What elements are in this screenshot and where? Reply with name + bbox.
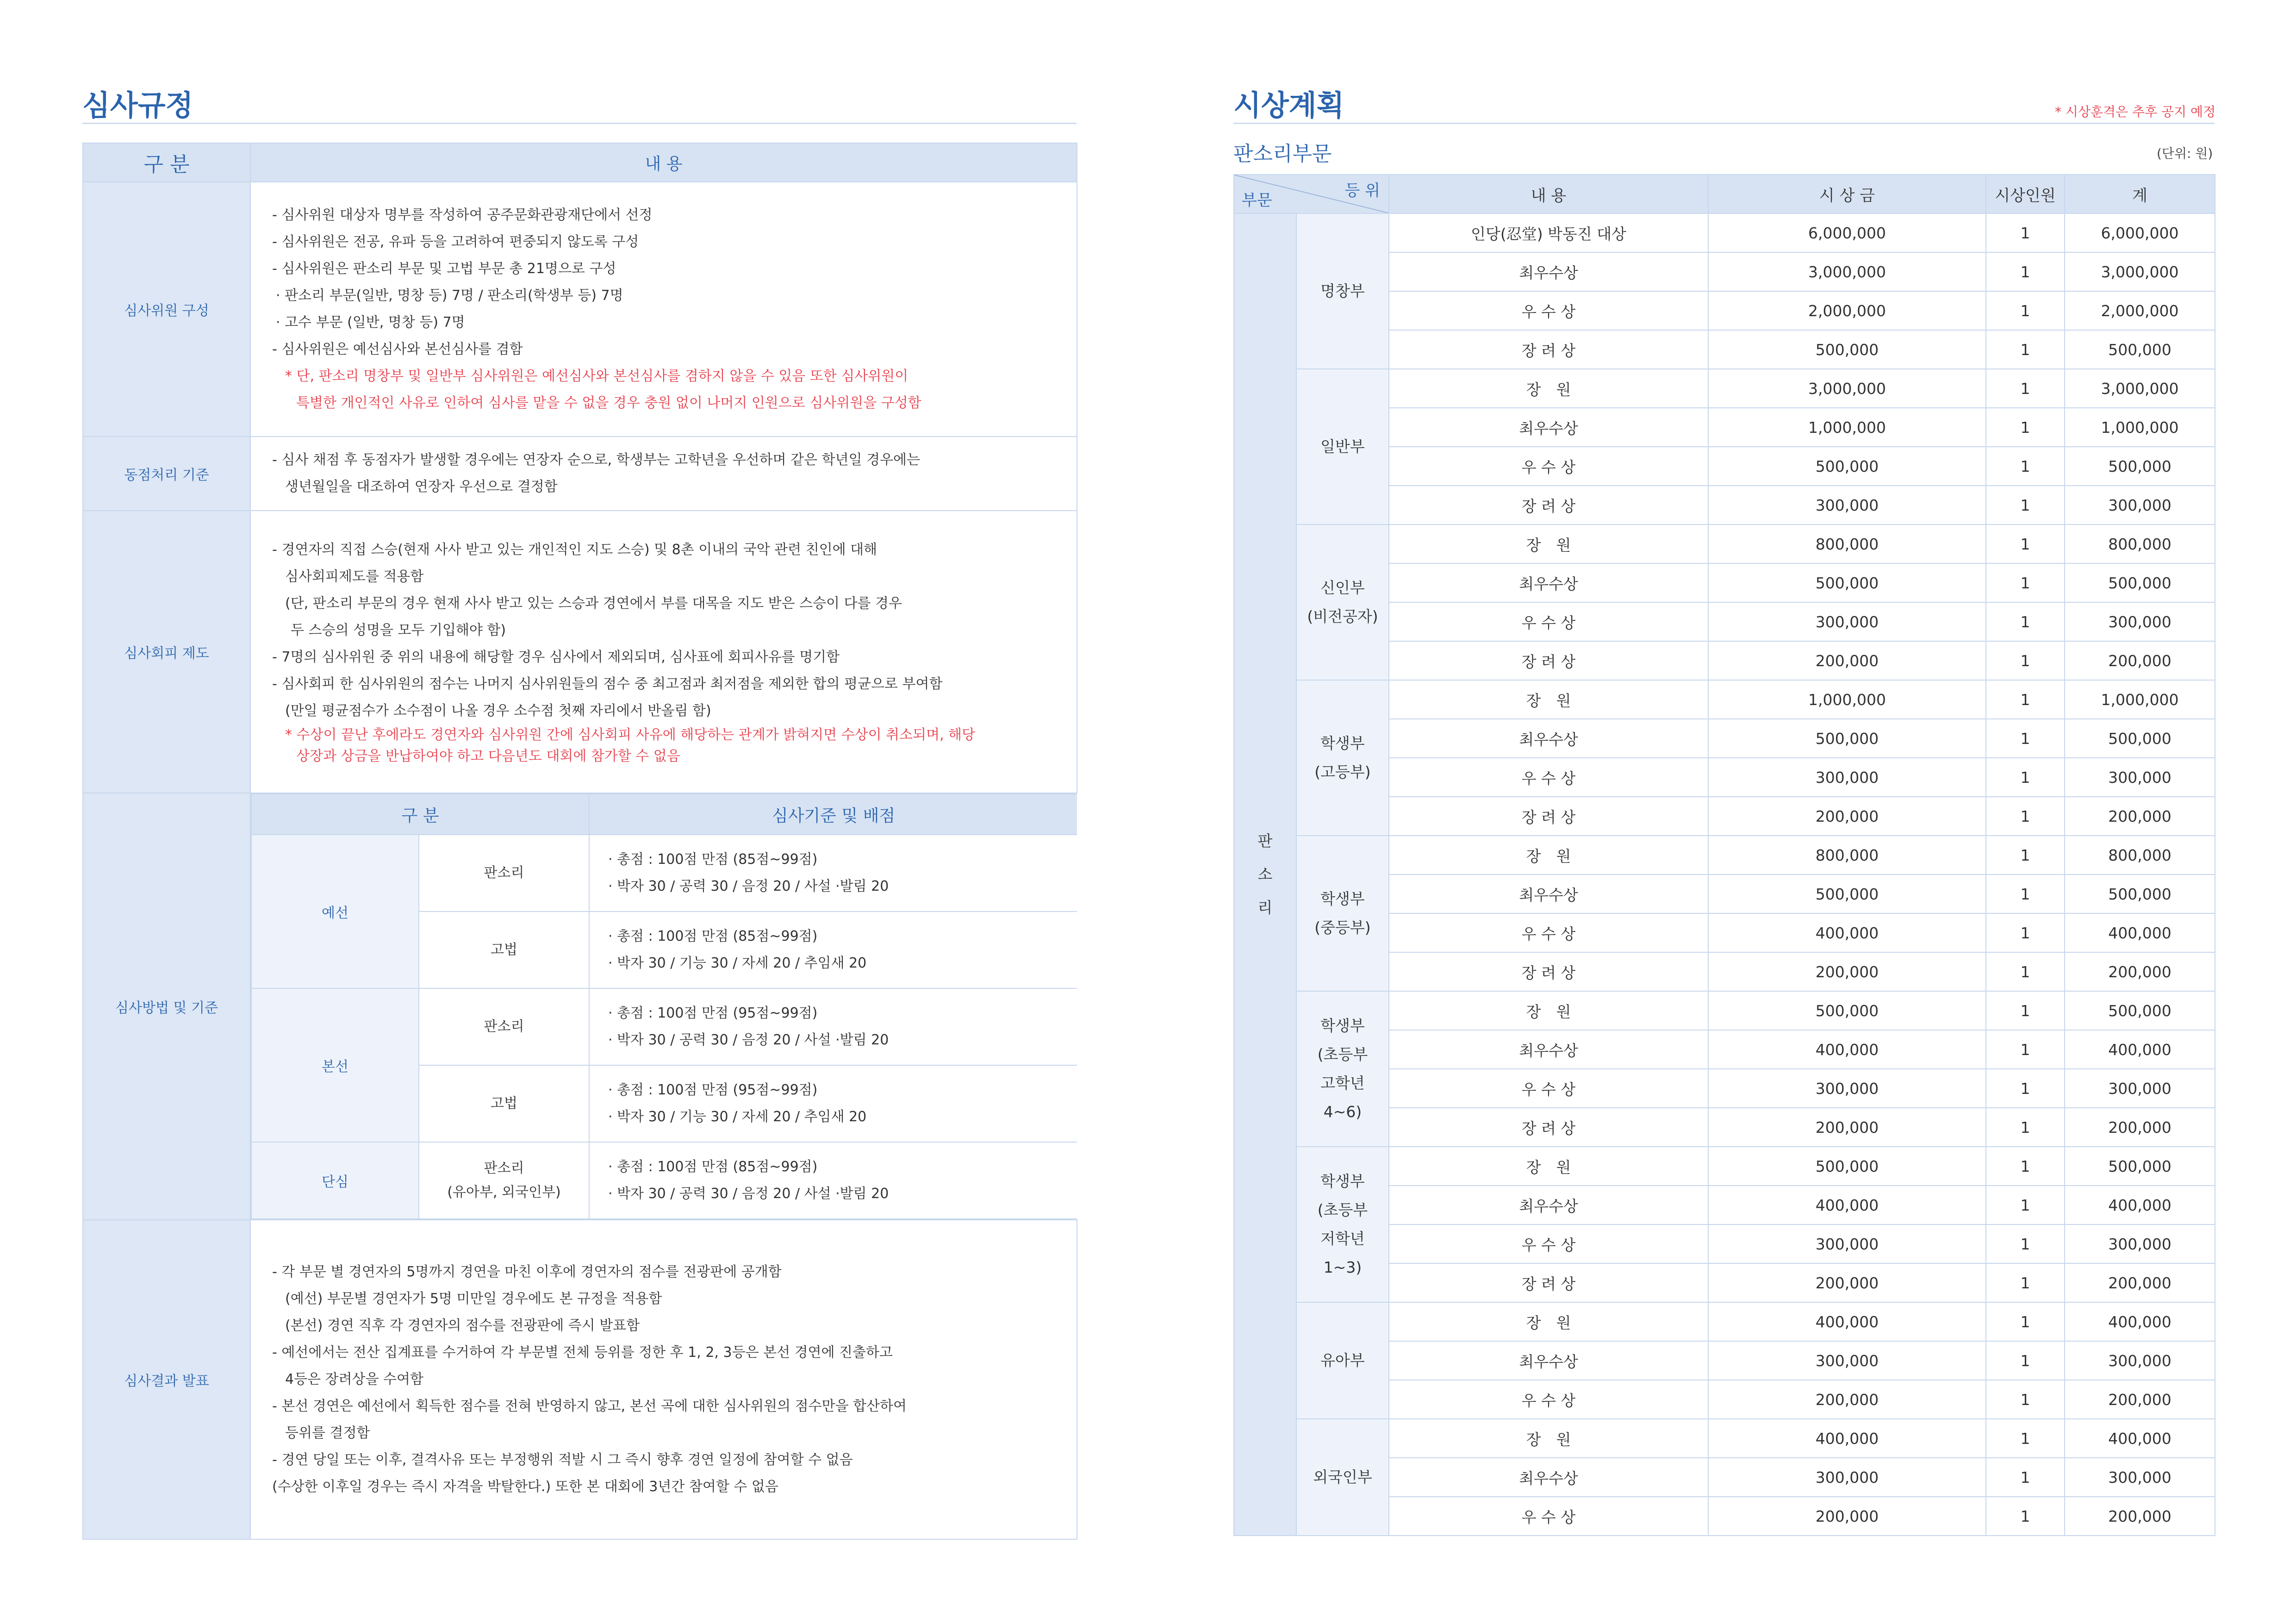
header-category: 구 분	[83, 143, 250, 182]
row-composition	[83, 182, 1077, 437]
criteria-line: · 박자 30 / 기능 30 / 자세 20 / 추임새 20	[608, 1109, 867, 1125]
review-rules-table	[82, 143, 1077, 1540]
award-name: 장 원	[1389, 525, 1708, 563]
result-line: - 본선 경연은 예선에서 획득한 점수를 전혀 반영하지 않고, 본선 곡에 대한 심사위원의 점수만을 합산하여	[272, 1398, 907, 1414]
award-total: 400,000	[2065, 1186, 2215, 1224]
award-row	[1234, 836, 2215, 874]
avoid-line: (단, 판소리 부문의 경우 현재 사사 받고 있는 스승과 경연에서 부를 대목을 지도 받은 스승이 다를 경우	[285, 595, 902, 612]
criteria-cell	[589, 835, 1077, 912]
avoid-note: * 수상이 끝난 후에라도 경연자와 심사위원 간에 심사회피 사유에 해당하는 관계가 밝혀지면 수상이 취소되며, 해당	[285, 727, 976, 743]
composition-note: * 단, 판소리 명창부 및 일반부 심사위원은 예선심사와 본선심사를 겸하지 않을 수 있음 또한 심사위원이	[285, 368, 908, 384]
award-count: 1	[1986, 1186, 2065, 1224]
award-name: 우 수 상	[1389, 602, 1708, 641]
division-label	[1296, 836, 1389, 991]
division-label	[1296, 1147, 1389, 1302]
award-total: 200,000	[2065, 1497, 2215, 1536]
composition-line: · 고수 부문 (일반, 명창 등) 7명	[276, 314, 465, 331]
award-count: 1	[1986, 1380, 2065, 1419]
award-count: 1	[1986, 1147, 2065, 1186]
award-total: 200,000	[2065, 641, 2215, 680]
award-total: 400,000	[2065, 1030, 2215, 1069]
award-name: 장 원	[1389, 1147, 1708, 1186]
stage-line: (유아부, 외국인부)	[447, 1184, 561, 1200]
prize-amount: 300,000	[1708, 1224, 1986, 1263]
award-count: 1	[1986, 369, 2065, 408]
award-count: 1	[1986, 836, 2065, 874]
award-total: 3,000,000	[2065, 252, 2215, 291]
prize-amount: 500,000	[1708, 874, 1986, 913]
prize-amount: 500,000	[1708, 447, 1986, 486]
award-total: 200,000	[2065, 1263, 2215, 1302]
division-line: 외국인부	[1313, 1468, 1372, 1486]
result-label: 심사결과 발표	[83, 1220, 250, 1539]
award-name: 최우수상	[1389, 1341, 1708, 1380]
left-title-rule	[82, 123, 1076, 124]
division-line: 1~3)	[1323, 1258, 1362, 1276]
prize-amount: 300,000	[1708, 1341, 1986, 1380]
award-count: 1	[1986, 1302, 2065, 1341]
award-count: 1	[1986, 1419, 2065, 1458]
division-line: 일반부	[1320, 437, 1365, 456]
award-name: 장 원	[1389, 369, 1708, 408]
award-row	[1234, 525, 2215, 563]
stage-line: 판소리	[484, 1160, 524, 1176]
category-char: 판	[1257, 832, 1273, 850]
award-count: 1	[1986, 1108, 2065, 1147]
award-name: 장 려 상	[1389, 330, 1708, 369]
award-name: 장 원	[1389, 1302, 1708, 1341]
award-total: 500,000	[2065, 447, 2215, 486]
prize-amount: 300,000	[1708, 486, 1986, 525]
result-line: - 각 부문 별 경연자의 5명까지 경연을 마친 이후에 경연자의 점수를 전광판에 공개함	[272, 1264, 782, 1280]
award-total: 500,000	[2065, 874, 2215, 913]
award-count: 1	[1986, 330, 2065, 369]
composition-line: - 심사위원 대상자 명부를 작성하여 공주문화관광재단에서 선정	[272, 207, 653, 223]
award-count: 1	[1986, 252, 2065, 291]
award-count: 1	[1986, 1341, 2065, 1380]
prize-amount: 6,000,000	[1708, 213, 1986, 252]
award-name: 장 원	[1389, 991, 1708, 1030]
criteria-line: · 박자 30 / 공력 30 / 음정 20 / 사설 ·발림 20	[608, 1186, 889, 1202]
right-title-rule	[1233, 123, 2215, 124]
award-count: 1	[1986, 525, 2065, 563]
prize-amount: 1,000,000	[1708, 680, 1986, 719]
row-avoid	[83, 511, 1077, 793]
tie-content	[250, 437, 1077, 511]
criteria-cell	[589, 1065, 1077, 1142]
division-label	[1296, 1302, 1389, 1419]
award-total: 300,000	[2065, 1069, 2215, 1108]
criteria-cell	[589, 988, 1077, 1065]
category-pansori	[1234, 213, 1296, 1536]
division-line: 저학년	[1320, 1230, 1365, 1248]
unit-label: (단위: 원)	[2157, 146, 2213, 161]
award-total: 1,000,000	[2065, 408, 2215, 447]
award-count: 1	[1986, 991, 2065, 1030]
award-name: 장 려 상	[1389, 1108, 1708, 1147]
prize-amount: 200,000	[1708, 1497, 1986, 1536]
award-total: 3,000,000	[2065, 369, 2215, 408]
avoid-line: - 7명의 심사위원 중 위의 내용에 해당할 경우 심사에서 제외되며, 심사표에 회피사유를 명기함	[272, 649, 840, 665]
award-total: 800,000	[2065, 525, 2215, 563]
stage-label	[419, 1142, 589, 1219]
method-header-category: 구 분	[251, 794, 589, 835]
award-row	[1234, 369, 2215, 408]
phase-single: 단심	[251, 1142, 419, 1219]
composition-label: 심사위원 구성	[83, 182, 250, 437]
division-label	[1296, 369, 1389, 525]
prize-amount: 200,000	[1708, 797, 1986, 836]
avoid-note: 상장과 상금을 반납하여야 하고 다음년도 대회에 참가할 수 없음	[296, 748, 680, 764]
criteria-line: · 총점 : 100점 만점 (95점~99점)	[608, 1082, 818, 1098]
row-tie	[83, 437, 1077, 511]
count-header: 시상인원	[1986, 175, 2065, 213]
result-line: (수상한 이후일 경우는 즉시 자격을 박탈한다.) 또한 본 대회에 3년간 참여할 수 없음	[272, 1479, 778, 1495]
prize-amount: 300,000	[1708, 1069, 1986, 1108]
division-line: 학생부	[1320, 1017, 1365, 1035]
criteria-line: · 총점 : 100점 만점 (85점~99점)	[608, 851, 818, 868]
criteria-cell	[589, 912, 1077, 988]
award-count: 1	[1986, 447, 2065, 486]
award-count: 1	[1986, 291, 2065, 330]
award-name: 우 수 상	[1389, 1069, 1708, 1108]
method-row	[251, 1142, 1077, 1219]
award-total: 500,000	[2065, 991, 2215, 1030]
award-total: 300,000	[2065, 602, 2215, 641]
award-row	[1234, 213, 2215, 252]
criteria-line: · 박자 30 / 기능 30 / 자세 20 / 추임새 20	[608, 955, 867, 971]
result-line: - 경연 당일 또는 이후, 결격사유 또는 부정행위 적발 시 그 즉시 향후 경연 일정에 참여할 수 없음	[272, 1452, 853, 1468]
division-line: 학생부	[1320, 1172, 1365, 1190]
award-row	[1234, 680, 2215, 719]
award-count: 1	[1986, 797, 2065, 836]
award-name: 장 려 상	[1389, 952, 1708, 991]
division-label	[1296, 1419, 1389, 1536]
award-name: 최우수상	[1389, 874, 1708, 913]
composition-line: - 심사위원은 판소리 부문 및 고법 부문 총 21명으로 구성	[272, 261, 616, 277]
prize-amount: 300,000	[1708, 602, 1986, 641]
prize-amount: 800,000	[1708, 836, 1986, 874]
award-total: 500,000	[2065, 563, 2215, 602]
division-label	[1296, 525, 1389, 680]
award-name: 최우수상	[1389, 1186, 1708, 1224]
row-method	[83, 793, 1077, 1220]
prize-amount: 200,000	[1708, 1380, 1986, 1419]
award-name: 우 수 상	[1389, 1497, 1708, 1536]
section-header: 부문	[1242, 191, 1272, 210]
method-header-criteria: 심사기준 및 배점	[589, 794, 1077, 835]
criteria-cell	[589, 1142, 1077, 1219]
avoid-line: 심사회피제도를 적용함	[285, 568, 424, 585]
award-count: 1	[1986, 952, 2065, 991]
result-line: 등위를 결정함	[285, 1425, 370, 1441]
award-total: 500,000	[2065, 330, 2215, 369]
award-total: 300,000	[2065, 758, 2215, 797]
division-line: (비전공자)	[1307, 607, 1378, 625]
prize-amount: 500,000	[1708, 1147, 1986, 1186]
avoid-content	[250, 511, 1077, 793]
prize-amount: 2,000,000	[1708, 291, 1986, 330]
award-name: 우 수 상	[1389, 447, 1708, 486]
award-name: 장 원	[1389, 680, 1708, 719]
award-total: 300,000	[2065, 1341, 2215, 1380]
award-count: 1	[1986, 563, 2065, 602]
award-name: 인당(忍堂) 박동진 대상	[1389, 213, 1708, 252]
division-line: 명창부	[1320, 282, 1365, 300]
stage-label: 고법	[419, 1065, 589, 1142]
award-total: 200,000	[2065, 952, 2215, 991]
award-count: 1	[1986, 1069, 2065, 1108]
division-label	[1296, 213, 1389, 369]
composition-note: 특별한 개인적인 사유로 인하여 심사를 맡을 수 없을 경우 충원 없이 나머지 인원으로 심사위원을 구성함	[296, 395, 921, 411]
prize-amount: 200,000	[1708, 1263, 1986, 1302]
criteria-line: · 총점 : 100점 만점 (85점~99점)	[608, 928, 818, 944]
criteria-line: · 박자 30 / 공력 30 / 음정 20 / 사설 ·발림 20	[608, 1032, 889, 1048]
prize-amount: 500,000	[1708, 991, 1986, 1030]
division-line: (중등부)	[1314, 918, 1371, 937]
award-total: 300,000	[2065, 1224, 2215, 1263]
avoid-label: 심사회피 제도	[83, 511, 250, 793]
prize-amount: 300,000	[1708, 758, 1986, 797]
award-total: 400,000	[2065, 1419, 2215, 1458]
award-plan-table	[1233, 174, 2215, 1536]
method-row	[251, 835, 1077, 912]
award-total: 400,000	[2065, 913, 2215, 952]
method-header-row	[251, 794, 1077, 835]
prize-amount: 500,000	[1708, 330, 1986, 369]
result-line: 4등은 장려상을 수여함	[285, 1371, 423, 1387]
award-name: 우 수 상	[1389, 291, 1708, 330]
division-line: 유아부	[1320, 1351, 1365, 1369]
header-content: 내 용	[250, 143, 1077, 182]
composition-line: · 판소리 부문(일반, 명창 등) 7명 / 판소리(학생부 등) 7명	[276, 287, 623, 304]
award-name: 장 려 상	[1389, 797, 1708, 836]
prize-amount: 200,000	[1708, 952, 1986, 991]
division-label	[1296, 680, 1389, 836]
avoid-line: (만일 평균점수가 소수점이 나올 경우 소수점 첫째 자리에서 반올림 함)	[285, 703, 711, 719]
prize-amount: 200,000	[1708, 1108, 1986, 1147]
division-line: (초등부	[1317, 1201, 1368, 1219]
award-name: 우 수 상	[1389, 1380, 1708, 1419]
prize-amount: 400,000	[1708, 1419, 1986, 1458]
award-total: 800,000	[2065, 836, 2215, 874]
award-name: 장 려 상	[1389, 1263, 1708, 1302]
award-name: 최우수상	[1389, 252, 1708, 291]
award-row	[1234, 1302, 2215, 1341]
criteria-line: · 박자 30 / 공력 30 / 음정 20 / 사설 ·발림 20	[608, 878, 889, 894]
award-total: 2,000,000	[2065, 291, 2215, 330]
division-line: 신인부	[1320, 579, 1365, 597]
award-row	[1234, 1419, 2215, 1458]
award-total: 1,000,000	[2065, 680, 2215, 719]
result-line: (본선) 경연 직후 각 경연자의 점수를 전광판에 즉시 발표함	[285, 1318, 640, 1334]
award-name: 최우수상	[1389, 1030, 1708, 1069]
section-rank-header	[1234, 175, 1389, 213]
award-total: 6,000,000	[2065, 213, 2215, 252]
award-name: 장 원	[1389, 1419, 1708, 1458]
right-title: 시상계획	[1233, 88, 1344, 122]
award-header-row	[1234, 175, 2215, 213]
prize-amount: 400,000	[1708, 1186, 1986, 1224]
award-total: 300,000	[2065, 486, 2215, 525]
content-header: 내 용	[1389, 175, 1708, 213]
phase-final: 본선	[251, 988, 419, 1142]
award-total: 500,000	[2065, 719, 2215, 758]
award-total: 200,000	[2065, 797, 2215, 836]
award-count: 1	[1986, 758, 2065, 797]
award-count: 1	[1986, 1224, 2065, 1263]
left-header-row	[83, 143, 1077, 182]
result-line: (예선) 부문별 경연자가 5명 미만일 경우에도 본 규정을 적용함	[285, 1291, 662, 1307]
award-name: 우 수 상	[1389, 758, 1708, 797]
award-total: 200,000	[2065, 1380, 2215, 1419]
award-count: 1	[1986, 874, 2065, 913]
division-line: (고등부)	[1314, 763, 1371, 781]
division-line: 4~6)	[1323, 1103, 1362, 1121]
award-name: 최우수상	[1389, 719, 1708, 758]
award-total: 300,000	[2065, 1458, 2215, 1497]
prize-amount: 200,000	[1708, 641, 1986, 680]
stage-label: 판소리	[419, 988, 589, 1065]
avoid-line: - 경연자의 직접 스승(현재 사사 받고 있는 개인적인 지도 스승) 및 8촌 이내의 국악 관련 친인에 대해	[272, 542, 877, 558]
division-line: 학생부	[1320, 734, 1365, 752]
criteria-line: · 총점 : 100점 만점 (95점~99점)	[608, 1005, 818, 1021]
method-label: 심사방법 및 기준	[83, 793, 250, 1220]
avoid-line: 두 스승의 성명을 모두 기입해야 함)	[291, 622, 506, 638]
result-line: - 예선에서는 전산 집계표를 수거하여 각 부문별 전체 등위를 정한 후 1, 2, 3등은 본선 경연에 진출하고	[272, 1344, 893, 1361]
prize-amount: 500,000	[1708, 563, 1986, 602]
award-count: 1	[1986, 408, 2065, 447]
prize-amount: 300,000	[1708, 1458, 1986, 1497]
division-line: 학생부	[1320, 890, 1365, 908]
award-name: 장 려 상	[1389, 641, 1708, 680]
award-notice: * 시상훈격은 추후 공지 예정	[2055, 104, 2216, 119]
award-name: 장 원	[1389, 836, 1708, 874]
composition-line: - 심사위원은 예선심사와 본선심사를 겸함	[272, 341, 523, 357]
tie-line: - 심사 채점 후 동점자가 발생할 경우에는 연장자 순으로, 학생부는 고학년을 우선하며 같은 학년일 경우에는	[272, 452, 921, 468]
award-body	[1234, 175, 2215, 1536]
prize-amount: 400,000	[1708, 1302, 1986, 1341]
method-content	[250, 793, 1077, 1220]
award-count: 1	[1986, 486, 2065, 525]
left-title: 심사규정	[82, 88, 193, 122]
result-content	[250, 1220, 1077, 1539]
method-subtable	[251, 793, 1077, 1219]
stage-label: 고법	[419, 912, 589, 988]
award-count: 1	[1986, 1263, 2065, 1302]
phase-prelim: 예선	[251, 835, 419, 988]
prize-amount: 1,000,000	[1708, 408, 1986, 447]
award-count: 1	[1986, 602, 2065, 641]
award-name: 최우수상	[1389, 408, 1708, 447]
award-row	[1234, 991, 2215, 1030]
award-row	[1234, 1147, 2215, 1186]
award-count: 1	[1986, 641, 2065, 680]
category-char: 리	[1257, 899, 1273, 917]
prize-header: 시 상 금	[1708, 175, 1986, 213]
award-name: 최우수상	[1389, 1458, 1708, 1497]
composition-line: - 심사위원은 전공, 유파 등을 고려하여 편중되지 않도록 구성	[272, 234, 639, 250]
award-count: 1	[1986, 213, 2065, 252]
rank-header: 등 위	[1344, 181, 1380, 200]
prize-amount: 3,000,000	[1708, 252, 1986, 291]
composition-content	[250, 182, 1077, 437]
row-result	[83, 1220, 1077, 1539]
avoid-line: - 심사회피 한 심사위원의 점수는 나머지 심사위원들의 점수 중 최고점과 최저점을 제외한 합의 평균으로 부여함	[272, 676, 943, 692]
award-count: 1	[1986, 1497, 2065, 1536]
award-name: 우 수 상	[1389, 913, 1708, 952]
prize-amount: 800,000	[1708, 525, 1986, 563]
prize-amount: 400,000	[1708, 1030, 1986, 1069]
tie-label: 동점처리 기준	[83, 437, 250, 511]
award-name: 우 수 상	[1389, 1224, 1708, 1263]
method-row	[251, 988, 1077, 1065]
total-header: 계	[2065, 175, 2215, 213]
award-count: 1	[1986, 719, 2065, 758]
stage-label: 판소리	[419, 835, 589, 912]
award-total: 200,000	[2065, 1108, 2215, 1147]
division-line: 고학년	[1320, 1074, 1365, 1092]
prize-amount: 400,000	[1708, 913, 1986, 952]
award-count: 1	[1986, 680, 2065, 719]
award-name: 장 려 상	[1389, 486, 1708, 525]
award-count: 1	[1986, 913, 2065, 952]
award-total: 400,000	[2065, 1302, 2215, 1341]
award-count: 1	[1986, 1030, 2065, 1069]
category-char: 소	[1257, 865, 1273, 883]
award-name: 최우수상	[1389, 563, 1708, 602]
award-count: 1	[1986, 1458, 2065, 1497]
division-label	[1296, 991, 1389, 1147]
prize-amount: 500,000	[1708, 719, 1986, 758]
division-line: (초등부	[1317, 1045, 1368, 1063]
prize-amount: 3,000,000	[1708, 369, 1986, 408]
tie-line: 생년월일을 대조하여 연장자 우선으로 결정함	[285, 479, 558, 495]
criteria-line: · 총점 : 100점 만점 (85점~99점)	[608, 1159, 818, 1175]
award-total: 500,000	[2065, 1147, 2215, 1186]
section-subtitle: 판소리부문	[1233, 142, 1332, 166]
